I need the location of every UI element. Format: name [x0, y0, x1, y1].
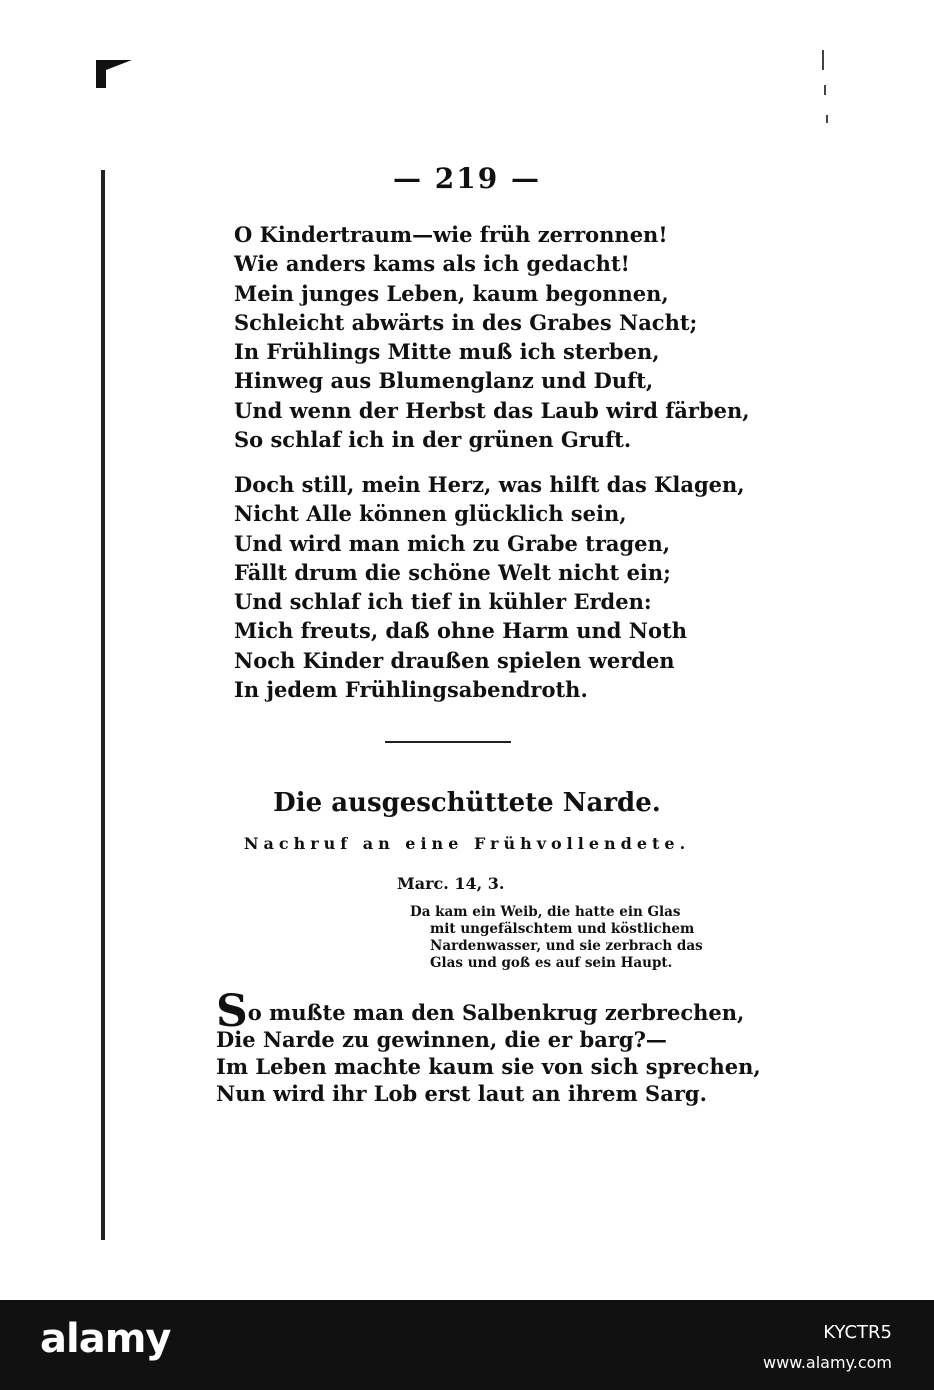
verse-line: In jedem Frühlingsabendroth. — [234, 677, 588, 703]
epigraph — [410, 904, 703, 972]
bible-reference: Marc. 14, 3. — [397, 874, 505, 893]
stanza-2 — [234, 470, 745, 704]
verse-line: Mein junges Leben, kaum begonnen, — [234, 280, 669, 306]
poem-title: Die ausgeschüttete Narde. — [273, 788, 661, 818]
verse-line: Und schlaf ich tief in kühler Erden: — [234, 589, 652, 615]
verse-line-rest: o mußte man den Salbenkrug zerbrechen, — [247, 1000, 745, 1025]
verse-line: Und wenn der Herbst das Laub wird färben, — [234, 397, 750, 423]
image-id: KYCTR5 — [823, 1322, 892, 1343]
scan-tick — [826, 115, 828, 123]
verse-line: Mich freuts, daß ohne Harm und Noth — [234, 618, 687, 644]
drop-cap: S — [216, 986, 248, 1037]
verse-line: Nun wird ihr Lob erst laut an ihrem Sarg. — [216, 1081, 707, 1106]
verse-line: Wie anders kams als ich gedacht! — [234, 251, 630, 277]
verse-line: Und wird man mich zu Grabe tragen, — [234, 530, 671, 556]
watermark-url: www.alamy.com — [763, 1353, 892, 1372]
verse-line: Nicht Alle können glücklich sein, — [234, 501, 627, 527]
verse-line: Hinweg aus Blumenglanz und Duft, — [234, 368, 654, 394]
verse-line: Noch Kinder draußen spielen werden — [234, 647, 675, 673]
epigraph-line: mit ungefälschtem und köstlichem — [430, 921, 695, 937]
poem-2-body — [216, 986, 761, 1107]
epigraph-line: Da kam ein Weib, die hatte ein Glas — [410, 904, 681, 920]
verse-line: Doch still, mein Herz, was hilft das Klagen, — [234, 472, 745, 497]
scan-tick — [822, 50, 824, 70]
poem-subtitle: Nachruf an eine Frühvollendete. — [243, 834, 691, 853]
verse-line — [216, 986, 761, 1037]
verse-line: Schleicht abwärts in des Grabes Nacht; — [234, 309, 698, 335]
scan-edge-line — [101, 170, 105, 1240]
stanza-1 — [234, 220, 750, 454]
section-divider — [385, 741, 511, 743]
scan-tick — [824, 85, 826, 95]
corner-mark — [96, 60, 132, 88]
alamy-logo: alamy — [40, 1316, 171, 1362]
page-number: — 219 — — [393, 162, 541, 195]
verse-line: So schlaf ich in der grünen Gruft. — [234, 427, 632, 453]
verse-line: Im Leben machte kaum sie von sich sprechen, — [216, 1054, 761, 1079]
image-id-block — [763, 1322, 892, 1372]
epigraph-line: Glas und goß es auf sein Haupt. — [430, 955, 673, 971]
verse-line: Fällt drum die schöne Welt nicht ein; — [234, 559, 671, 585]
epigraph-line: Nardenwasser, und sie zerbrach das — [430, 938, 703, 954]
verse-line: In Frühlings Mitte muß ich sterben, — [234, 339, 660, 365]
verse-line: Die Narde zu gewinnen, die er barg?— — [216, 1027, 667, 1052]
verse-line: O Kindertraum—wie früh zerronnen! — [234, 222, 668, 247]
